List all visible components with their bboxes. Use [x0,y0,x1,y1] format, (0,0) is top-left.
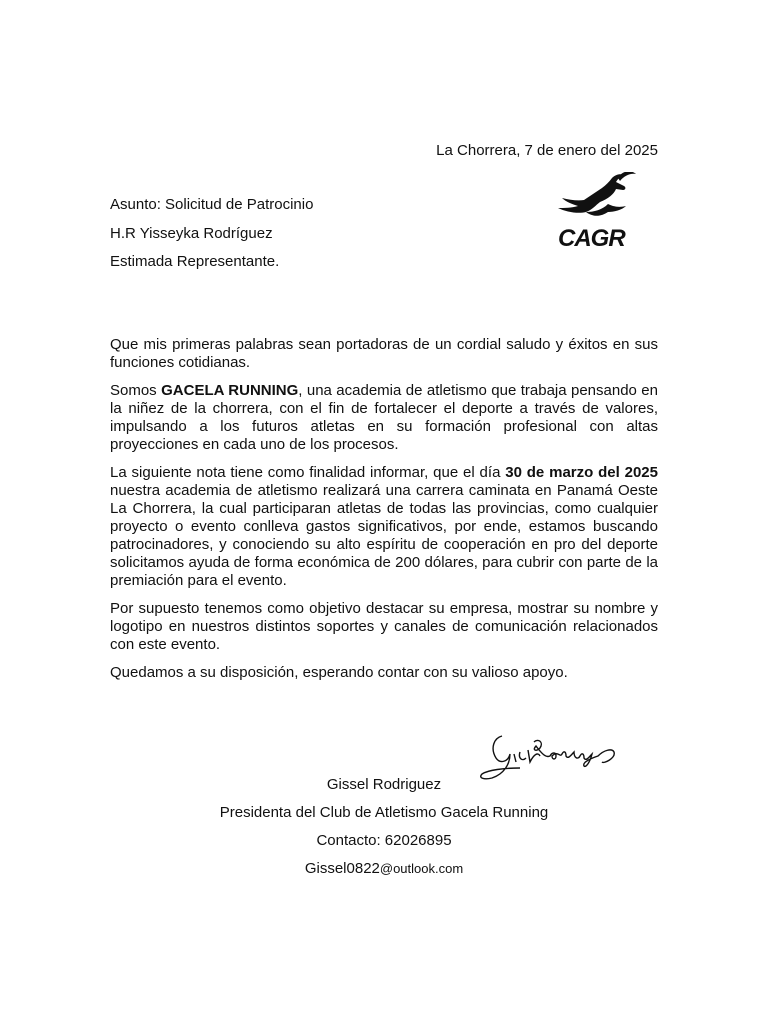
signer-email [0,860,768,877]
letter-date: La Chorrera, 7 de enero del 2025 [436,142,658,159]
subject-line: Asunto: Solicitud de Patrocinio [110,196,314,213]
gazelle-logo [552,172,646,252]
paragraph-3 [110,464,658,590]
paragraph-3-bold: 30 de marzo del 2025 [505,464,658,481]
logo-text: CAGR [558,225,625,252]
signer-title: Presidenta del Club de Atletismo Gacela Running [219,804,549,821]
paragraph-1: Que mis primeras palabras sean portadoras de un cordial saludo y éxitos en sus funciones cotidianas. [110,336,658,371]
paragraph-5: Quedamos a su disposición, esperando contar con su valioso apoyo. [110,664,568,681]
paragraph-2 [110,382,658,454]
paragraph-3-pre: La siguiente nota tiene como finalidad informar, que el día [110,464,506,481]
email-domain: @outlook.com [379,861,464,876]
signer-contact: Contacto: 62026895 [316,832,452,849]
recipient-line: H.R Yisseyka Rodríguez [110,225,273,242]
letter-body [110,336,658,692]
greeting-line: Estimada Representante. [110,253,280,270]
paragraph-3-post: nuestra academia de atletismo realizará una carrera caminata en Panamá Oeste La Chorrera, la cual participaran atletas de todas las provincias, como cualquier proyecto o evento conlleva gastos significativos, por ende, estamos buscando patrocinadores, y conociendo su alto espíritu de cooperación en pro del deporte solicitamos ayuda de forma económica de 200 dólares, para cubrir con parte de la premiación para el evento. [110,482,658,589]
signer-name: Gissel Rodriguez [326,776,442,793]
gazelle-icon [558,172,636,216]
email-user: Gissel0822 [304,860,380,877]
paragraph-2-post: , una academia de atletismo que trabaja pensando en la niñez de la chorrera, con el fin de fortalecer el deporte a través de valores, impulsando a los futuros atletas en su formación profesional con altas proyecciones en cada uno de los procesos. [110,382,658,453]
paragraph-2-bold: GACELA RUNNING [161,382,299,399]
paragraph-2-pre: Somos [110,382,162,399]
paragraph-4: Por supuesto tenemos como objetivo destacar su empresa, mostrar su nombre y logotipo en nuestros distintos soportes y canales de comunicación relacionados con este evento. [110,600,658,653]
